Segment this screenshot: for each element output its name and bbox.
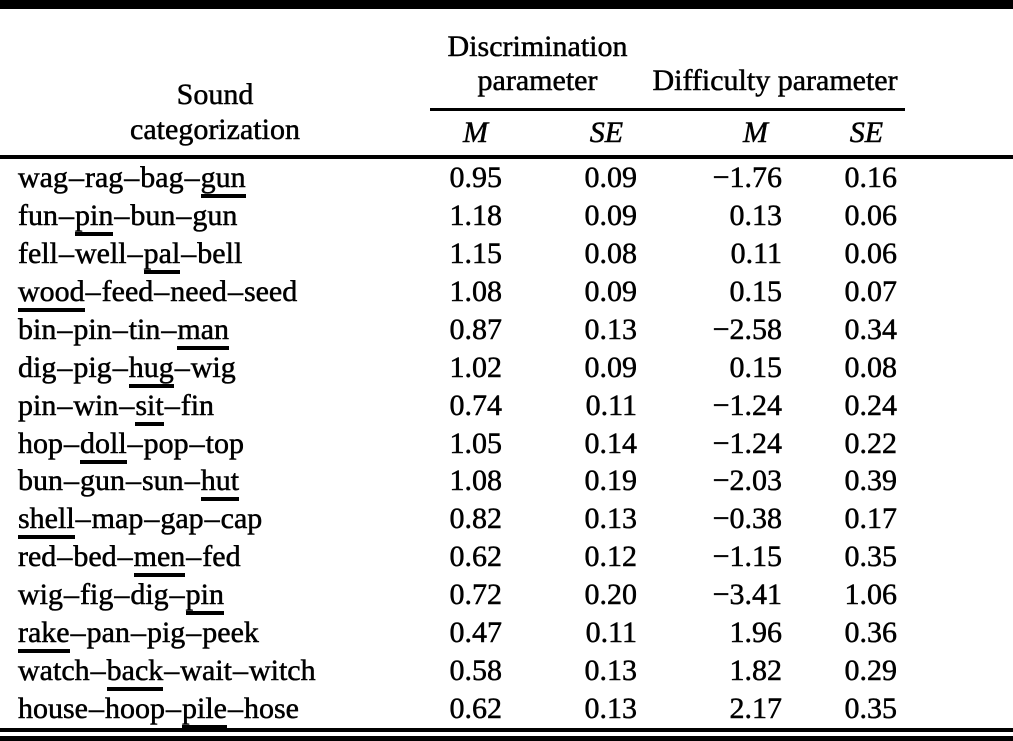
word: gun [192, 199, 238, 232]
word: rag [84, 161, 124, 195]
underlined-word: pal [144, 237, 181, 274]
word: fed [202, 540, 241, 574]
word-separator-dash: – [164, 654, 180, 688]
word-separator-dash: – [114, 199, 130, 232]
difficulty-m-cell: 0.11 [730, 236, 783, 270]
word-separator-dash: – [127, 236, 143, 270]
subheader-difficulty-mean: M [743, 115, 769, 149]
word-separator-dash: – [176, 199, 192, 232]
sound-categorization-cell [0, 576, 430, 614]
word: fell [18, 236, 58, 270]
word-separator-dash: – [119, 388, 135, 422]
table-bottom-double-rule [0, 728, 1013, 741]
word-separator-dash: – [232, 654, 248, 688]
difficulty-m-cell: 0.13 [729, 199, 783, 232]
word-separator-dash: – [189, 426, 205, 460]
word-separator-dash: – [169, 578, 185, 612]
right-margin-spacer [905, 652, 1013, 690]
sound-categorization-cell [0, 500, 430, 538]
discrimination-se-cell: 0.20 [584, 578, 638, 612]
table-row [0, 500, 1013, 538]
difficulty-m-cell: 0.15 [729, 274, 783, 308]
word-separator-dash: – [184, 161, 200, 195]
discrimination-se-cell: 0.19 [584, 464, 638, 498]
word: gap [160, 502, 204, 536]
table-row [0, 424, 1013, 462]
underlined-word: hut [201, 464, 239, 501]
sound-categorization-cell [0, 273, 430, 311]
word: cap [220, 502, 263, 536]
table-row [0, 652, 1013, 690]
word: well [74, 236, 127, 270]
word: dig [130, 578, 169, 612]
discrimination-m-cell: 0.62 [449, 692, 502, 726]
discrimination-se-cell: 0.13 [584, 502, 638, 536]
word: gun [80, 464, 125, 498]
right-margin-spacer [905, 235, 1013, 273]
difficulty-m-cell: 0.15 [729, 350, 783, 384]
discrimination-m-cell: 0.82 [449, 502, 502, 536]
word-separator-dash: – [204, 502, 220, 536]
word: pin [73, 312, 112, 346]
difficulty-se-cell: 1.06 [844, 578, 898, 612]
table-top-rule [0, 0, 1013, 9]
discrimination-se-cell: 0.11 [585, 388, 638, 422]
table-row [0, 157, 1013, 197]
difficulty-se-cell: 0.34 [844, 312, 898, 346]
word: sun [142, 464, 184, 498]
word: tin [128, 312, 161, 346]
discrimination-m-cell: 0.72 [449, 578, 502, 612]
word: map [91, 502, 144, 536]
word-separator-dash: – [114, 578, 130, 612]
difficulty-m-cell: −0.38 [712, 502, 783, 536]
word-separator-dash: – [186, 616, 202, 650]
word-separator-dash: – [130, 616, 146, 650]
discrimination-se-cell: 0.13 [584, 312, 638, 346]
word: top [205, 426, 245, 460]
sound-categorization-cell [0, 652, 430, 690]
discrimination-m-cell: 1.08 [449, 274, 502, 308]
right-margin-spacer [905, 462, 1013, 500]
word-separator-dash: – [144, 502, 160, 536]
difficulty-m-cell: −3.41 [712, 578, 783, 612]
discrimination-se-cell: 0.12 [584, 540, 638, 574]
difficulty-se-cell: 0.08 [844, 350, 898, 384]
word: bed [73, 540, 117, 574]
discrimination-m-cell: 0.87 [449, 312, 502, 346]
word-separator-dash: – [174, 350, 190, 384]
difficulty-se-cell: 0.22 [844, 426, 898, 460]
column-header-sound-categorization: Sound categorization [130, 78, 300, 146]
word-separator-dash: – [89, 692, 104, 726]
sound-categorization-cell [0, 349, 430, 387]
discrimination-se-cell: 0.13 [584, 692, 638, 726]
difficulty-se-cell: 0.35 [844, 540, 898, 574]
difficulty-se-cell: 0.16 [844, 161, 898, 195]
discrimination-se-cell: 0.11 [585, 616, 638, 650]
sound-categorization-cell [0, 387, 430, 425]
word: wig [190, 350, 236, 384]
right-margin-spacer [905, 197, 1013, 235]
word-separator-dash: – [57, 540, 73, 574]
word: dig [18, 350, 57, 384]
right-margin-spacer [905, 690, 1013, 728]
word: watch [18, 654, 90, 688]
word: pig [146, 616, 186, 650]
word-separator-dash: – [57, 350, 73, 384]
right-margin-spacer [905, 576, 1013, 614]
table-row [0, 576, 1013, 614]
word-separator-dash: – [58, 236, 74, 270]
right-margin-spacer [905, 349, 1013, 387]
word: pop [143, 426, 189, 460]
word-separator-dash: – [227, 274, 243, 308]
word: wig [18, 578, 63, 612]
word: hoop [105, 692, 165, 726]
right-margin-spacer [905, 538, 1013, 576]
word: need [170, 274, 227, 308]
discrimination-m-cell: 1.15 [449, 236, 502, 270]
difficulty-se-cell: 0.07 [844, 274, 898, 308]
discrimination-m-cell: 0.47 [449, 616, 502, 650]
word: peek [202, 616, 259, 650]
difficulty-se-cell: 0.36 [844, 616, 898, 650]
table-row [0, 538, 1013, 576]
word: seed [243, 274, 298, 308]
sound-categorization-cell [0, 424, 430, 462]
difficulty-m-cell: −1.24 [712, 426, 783, 460]
discrimination-se-cell: 0.09 [584, 350, 638, 384]
word-separator-dash: – [166, 692, 181, 726]
underlined-word: pin [186, 578, 224, 615]
sound-categorization-cell [0, 614, 430, 652]
discrimination-se-cell: 0.09 [584, 161, 638, 195]
word: feed [101, 274, 154, 308]
table-header [0, 9, 1013, 157]
word-separator-dash: – [64, 426, 79, 460]
word: hose [244, 692, 299, 726]
word: bun [130, 199, 176, 232]
underlined-word: back [107, 654, 164, 691]
right-margin-spacer [905, 311, 1013, 349]
word-separator-dash: – [181, 236, 197, 270]
right-margin-spacer [905, 9, 1013, 157]
sound-categorization-cell [0, 690, 430, 728]
table-row [0, 197, 1013, 235]
word: house [18, 692, 88, 726]
table-row [0, 273, 1013, 311]
table-body [0, 157, 1013, 728]
word-separator-dash: – [117, 540, 133, 574]
word-separator-dash: – [57, 312, 73, 346]
word: pan [86, 616, 130, 650]
right-margin-spacer [905, 273, 1013, 311]
discrimination-m-cell: 1.08 [449, 464, 502, 498]
difficulty-m-cell: −2.03 [712, 464, 783, 498]
discrimination-m-cell: 0.58 [449, 654, 502, 688]
word-separator-dash: – [112, 350, 128, 384]
difficulty-m-cell: −2.58 [712, 312, 783, 346]
underlined-word: man [177, 313, 229, 350]
discrimination-se-cell: 0.08 [584, 236, 638, 270]
discrimination-m-cell: 0.62 [449, 540, 502, 574]
word-separator-dash: – [126, 464, 141, 498]
difficulty-se-cell: 0.17 [844, 502, 898, 536]
difficulty-m-cell: 2.17 [729, 692, 783, 726]
word: wait [180, 654, 232, 688]
table-row [0, 349, 1013, 387]
underlined-word: pin [75, 199, 113, 236]
difficulty-m-cell: −1.76 [712, 161, 783, 195]
underlined-word: pile [182, 692, 227, 729]
table-row [0, 690, 1013, 728]
word: fig [80, 578, 114, 612]
word-separator-dash: – [124, 161, 140, 195]
right-margin-spacer [905, 500, 1013, 538]
table-row [0, 235, 1013, 273]
underlined-word: men [134, 540, 186, 577]
word-separator-dash: – [68, 161, 84, 195]
discrimination-se-cell: 0.13 [584, 654, 638, 688]
word: bell [197, 236, 243, 270]
sound-categorization-cell [0, 157, 430, 197]
discrimination-m-cell: 0.74 [449, 388, 502, 422]
word-separator-dash: – [112, 312, 128, 346]
word: bin [18, 312, 57, 346]
word: hop [18, 426, 63, 460]
word-separator-dash: – [57, 388, 73, 422]
word-separator-dash: – [90, 654, 106, 688]
word-separator-dash: – [59, 199, 74, 232]
subheader-discrimination-mean: M [463, 115, 488, 149]
discrimination-se-cell: 0.09 [584, 274, 638, 308]
word-separator-dash: – [184, 464, 200, 498]
difficulty-se-cell: 0.35 [844, 692, 898, 726]
table-row [0, 311, 1013, 349]
word-separator-dash: – [186, 540, 202, 574]
subheader-difficulty-se: SE [849, 115, 884, 149]
right-margin-spacer [905, 424, 1013, 462]
underlined-word: hug [129, 351, 174, 388]
right-margin-spacer [905, 387, 1013, 425]
difficulty-m-cell: 1.82 [729, 654, 783, 688]
sound-categorization-cell [0, 538, 430, 576]
sound-categorization-parameter-table [0, 9, 1013, 728]
word: fun [18, 199, 58, 232]
word-separator-dash: – [75, 502, 91, 536]
underlined-word: sit [135, 389, 163, 426]
word-separator-dash: – [228, 692, 243, 726]
column-group-discrimination-parameter: Discrimination parameter [430, 9, 645, 109]
word-separator-dash: – [161, 312, 177, 346]
discrimination-m-cell: 1.18 [449, 199, 502, 232]
underlined-word: rake [18, 616, 70, 653]
underlined-word: shell [18, 502, 75, 539]
word: pin [18, 388, 57, 422]
subheader-discrimination-se: SE [589, 115, 624, 149]
discrimination-m-cell: 1.02 [449, 350, 502, 384]
right-margin-spacer [905, 614, 1013, 652]
table-row [0, 614, 1013, 652]
discrimination-se-cell: 0.09 [584, 199, 638, 232]
word: bun [18, 464, 63, 498]
difficulty-se-cell: 0.06 [844, 199, 898, 232]
difficulty-m-cell: 1.96 [729, 616, 783, 650]
sound-categorization-cell [0, 311, 430, 349]
difficulty-se-cell: 0.39 [844, 464, 898, 498]
word: bag [140, 161, 184, 195]
word-separator-dash: – [70, 616, 86, 650]
word: witch [248, 654, 316, 688]
word: wag [18, 161, 68, 195]
discrimination-m-cell: 1.05 [449, 426, 502, 460]
underlined-word: gun [201, 161, 246, 198]
table-row [0, 462, 1013, 500]
word-separator-dash: – [64, 578, 79, 612]
word-separator-dash: – [164, 388, 180, 422]
word-separator-dash: – [64, 464, 79, 498]
underlined-word: wood [18, 275, 85, 312]
word: red [18, 540, 57, 574]
table-row [0, 387, 1013, 425]
right-margin-spacer [905, 157, 1013, 197]
word: pig [73, 350, 112, 384]
difficulty-m-cell: −1.24 [712, 388, 783, 422]
difficulty-se-cell: 0.24 [844, 388, 898, 422]
difficulty-se-cell: 0.29 [844, 654, 898, 688]
column-group-difficulty-parameter: Difficulty parameter [645, 9, 905, 109]
discrimination-se-cell: 0.14 [584, 426, 638, 460]
word-separator-dash: – [154, 274, 170, 308]
word: fin [180, 388, 215, 422]
discrimination-m-cell: 0.95 [449, 161, 502, 195]
sound-categorization-cell [0, 462, 430, 500]
underlined-word: doll [80, 427, 127, 464]
difficulty-se-cell: 0.06 [844, 236, 898, 270]
difficulty-m-cell: −1.15 [712, 540, 783, 574]
sound-categorization-cell [0, 235, 430, 273]
word-separator-dash: – [85, 274, 101, 308]
word-separator-dash: – [127, 426, 143, 460]
word: win [73, 388, 119, 422]
sound-categorization-cell [0, 197, 430, 235]
